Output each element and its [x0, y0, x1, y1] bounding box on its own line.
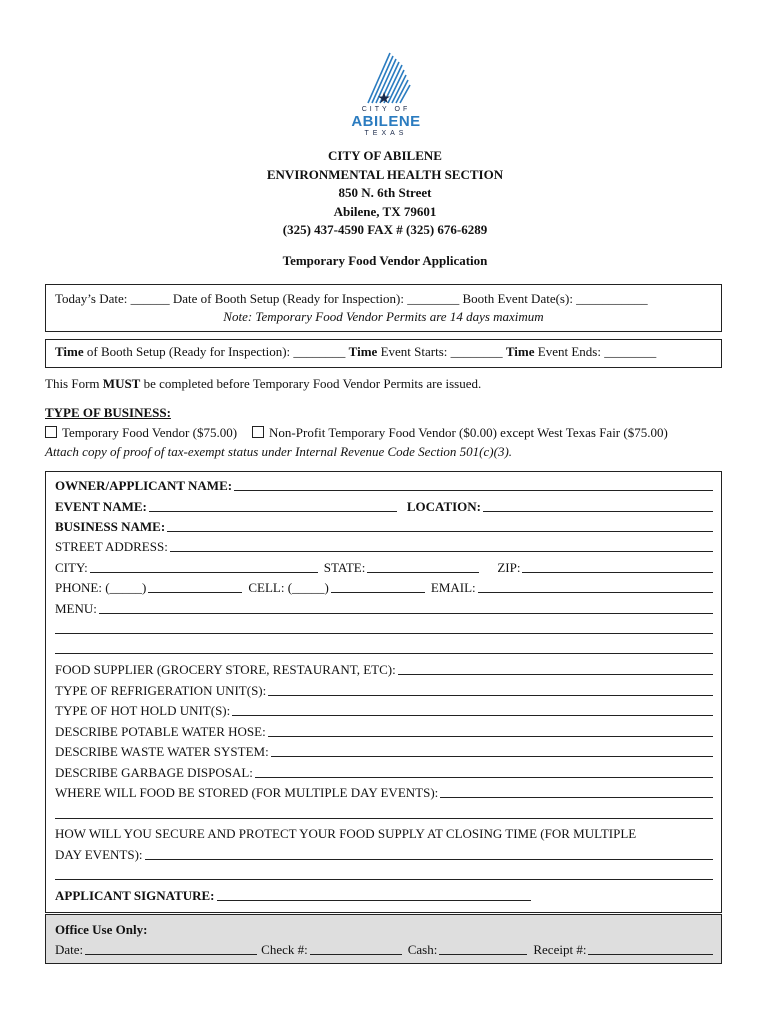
- street-address-input[interactable]: [170, 539, 713, 552]
- header-street: 850 N. 6th Street: [338, 185, 432, 200]
- todays-date-field[interactable]: Today’s Date: ______: [55, 291, 173, 306]
- secure-question-row: HOW WILL YOU SECURE AND PROTECT YOUR FOOD SUPPLY AT CLOSING TIME (FOR MULTIPLE: [55, 826, 637, 841]
- applicant-info-box: [45, 471, 722, 913]
- times-box: [45, 339, 722, 368]
- office-receipt-input[interactable]: [588, 942, 713, 955]
- menu-line-3[interactable]: [55, 653, 713, 654]
- times-line: Time of Booth Setup (Ready for Inspection): ________ Time Event Starts: ________ Time Event Ends: ________: [55, 344, 657, 359]
- event-start-time-field[interactable]: Event Starts: ________: [377, 344, 506, 359]
- food-supplier-input[interactable]: [398, 662, 713, 675]
- dates-box: [45, 284, 722, 332]
- water-hose-input[interactable]: [268, 724, 713, 737]
- phone-cell-email-row: PHONE: (_____) CELL: (_____) EMAIL:: [55, 580, 713, 596]
- food-supplier-row: FOOD SUPPLIER (GROCERY STORE, RESTAURANT, ETC):: [55, 662, 713, 678]
- water-hose-row: DESCRIBE POTABLE WATER HOSE:: [55, 724, 713, 740]
- city-input[interactable]: [90, 560, 318, 573]
- event-location-row: EVENT NAME: LOCATION:: [55, 499, 713, 515]
- event-name-input[interactable]: [149, 499, 397, 512]
- temporary-vendor-checkbox[interactable]: [45, 426, 57, 438]
- header-section: ENVIRONMENTAL HEALTH SECTION: [266, 166, 504, 182]
- menu-row: MENU:: [55, 601, 713, 617]
- header-city: CITY OF ABILENE: [328, 148, 442, 163]
- business-name-input[interactable]: [167, 519, 713, 532]
- owner-name-input[interactable]: [234, 478, 713, 491]
- waste-water-row: DESCRIBE WASTE WATER SYSTEM:: [55, 744, 713, 760]
- office-cash-input[interactable]: [439, 942, 527, 955]
- agency-header: [0, 147, 770, 240]
- logo-abilene: ABILENE: [351, 113, 421, 130]
- nonprofit-vendor-label: Non-Profit Temporary Food Vendor ($0.00) except West Texas Fair ($75.00): [269, 425, 668, 440]
- office-use-heading: Office Use Only:: [55, 922, 148, 937]
- state-input[interactable]: [367, 560, 479, 573]
- menu-line-2[interactable]: [55, 633, 713, 634]
- location-input[interactable]: [483, 499, 713, 512]
- signature-row: APPLICANT SIGNATURE:: [55, 888, 531, 904]
- completion-notice: This Form MUST be completed before Temporary Food Vendor Permits are issued.: [45, 376, 482, 391]
- phone-input[interactable]: [148, 580, 242, 593]
- header-city-state: Abilene, TX 79601: [333, 203, 437, 219]
- header-phone-fax: (325) 437-4590 FAX # (325) 676-6289: [282, 222, 488, 237]
- booth-event-dates-field[interactable]: Booth Event Date(s): ___________: [462, 291, 648, 306]
- refrigeration-row: TYPE OF REFRIGERATION UNIT(S):: [55, 683, 713, 699]
- logo-city-of: CITY OF: [361, 106, 411, 113]
- hot-hold-input[interactable]: [232, 703, 713, 716]
- business-type-options: [45, 425, 668, 441]
- office-use-box: [45, 914, 722, 964]
- logo-texas: TEXAS: [364, 130, 408, 137]
- temporary-vendor-label: Temporary Food Vendor ($75.00): [62, 425, 238, 440]
- street-address-row: STREET ADDRESS:: [55, 539, 713, 555]
- garbage-row: DESCRIBE GARBAGE DISPOSAL:: [55, 765, 713, 781]
- secure-answer-input[interactable]: [145, 847, 713, 860]
- menu-input[interactable]: [99, 601, 713, 614]
- refrigeration-input[interactable]: [268, 683, 713, 696]
- zip-input[interactable]: [522, 560, 713, 573]
- secure-line-2[interactable]: [55, 879, 713, 880]
- form-title: Temporary Food Vendor Application: [282, 253, 488, 268]
- storage-input[interactable]: [440, 785, 713, 798]
- tax-exempt-note: Attach copy of proof of tax-exempt status under Internal Revenue Code Section 501(c)(3).: [45, 444, 513, 459]
- storage-line-2[interactable]: [55, 818, 713, 819]
- office-use-row: Date: Check #: Cash: Receipt #:: [55, 942, 713, 958]
- owner-name-row: OWNER/APPLICANT NAME:: [55, 478, 713, 494]
- office-check-input[interactable]: [310, 942, 402, 955]
- cell-input[interactable]: [331, 580, 425, 593]
- secure-answer-row: DAY EVENTS):: [55, 847, 713, 863]
- event-end-time-field[interactable]: Event Ends: ________: [534, 344, 657, 359]
- city-state-zip-row: CITY: STATE: ZIP:: [55, 560, 713, 576]
- signature-input[interactable]: [217, 888, 531, 901]
- email-input[interactable]: [478, 580, 713, 593]
- nonprofit-vendor-checkbox[interactable]: [252, 426, 264, 438]
- dates-line: [55, 291, 648, 307]
- storage-row: WHERE WILL FOOD BE STORED (FOR MULTIPLE DAY EVENTS):: [55, 785, 713, 801]
- garbage-input[interactable]: [255, 765, 713, 778]
- office-date-input[interactable]: [85, 942, 257, 955]
- hot-hold-row: TYPE OF HOT HOLD UNIT(S):: [55, 703, 713, 719]
- waste-water-input[interactable]: [271, 744, 713, 757]
- setup-time-field[interactable]: of Booth Setup (Ready for Inspection): ________: [83, 344, 349, 359]
- permit-duration-note: Note: Temporary Food Vendor Permits are 14 days maximum: [223, 309, 544, 324]
- business-name-row: BUSINESS NAME:: [55, 519, 713, 535]
- booth-setup-date-field[interactable]: Date of Booth Setup (Ready for Inspection): ________: [172, 291, 463, 306]
- business-type-heading: TYPE OF BUSINESS:: [45, 405, 171, 420]
